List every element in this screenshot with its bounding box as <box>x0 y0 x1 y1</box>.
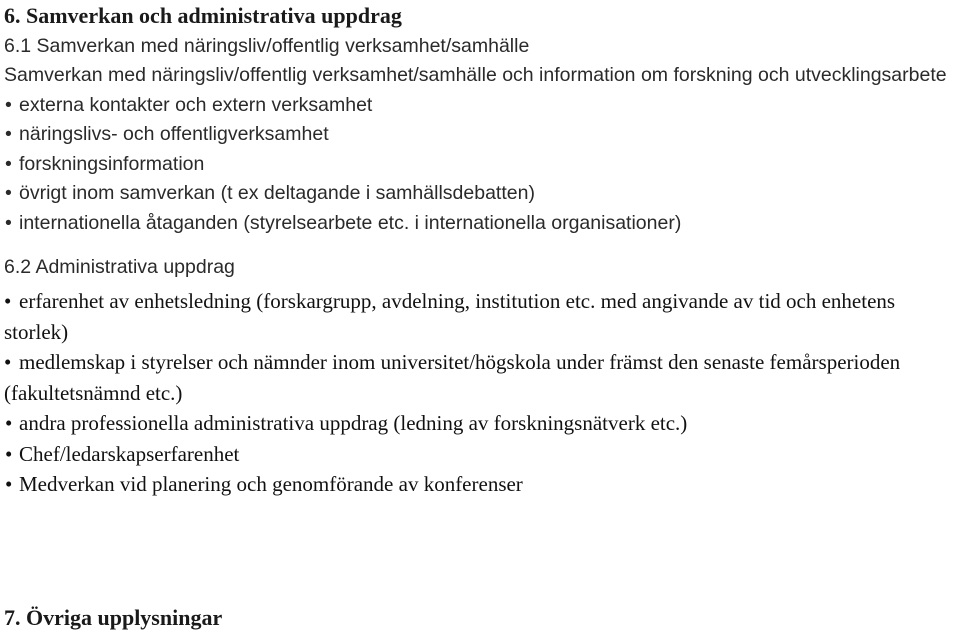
bullet-icon: • <box>5 472 13 496</box>
list-item: • andra professionella administrativa uppdrag (ledning av forskningsnätverk etc.) <box>4 408 958 439</box>
bullet-icon: • <box>5 182 12 204</box>
subsection-6-1-heading: 6.1 Samverkan med näringsliv/offentlig verksamhet/samhälle <box>4 35 530 57</box>
section-6-heading: 6. Samverkan och administrativa uppdrag <box>4 3 402 28</box>
list-item: • Medverkan vid planering och genomförande av konferenser <box>4 469 958 500</box>
list-item: • externa kontakter och extern verksamhet <box>4 91 958 121</box>
list-item: • medlemskap i styrelser och nämnder inom universitet/högskola under främst den senaste femårsperioden (fakultetsnämnd etc.) <box>4 347 958 408</box>
list-item: • övrigt inom samverkan (t ex deltagande i samhällsdebatten) <box>4 179 958 209</box>
list-item: • Chef/ledarskapserfarenhet <box>4 439 958 470</box>
bullet-icon: • <box>5 411 13 435</box>
list-item: • forskningsinformation <box>4 150 958 180</box>
bullet-icon: • <box>5 123 12 145</box>
bullet-icon: • <box>5 211 12 234</box>
document-page <box>4 0 958 500</box>
subsection-6-2-heading: 6.2 Administrativa uppdrag <box>4 256 235 278</box>
subsection-6-2-list <box>4 286 958 500</box>
subsection-6-1-list <box>4 91 958 239</box>
bullet-icon: • <box>4 289 12 313</box>
bullet-icon: • <box>5 152 12 175</box>
list-item: • näringslivs- och offentligverksamhet <box>4 120 958 150</box>
section-7-heading: 7. Övriga upplysningar <box>4 605 223 630</box>
subsection-6-1-intro: Samverkan med näringsliv/offentlig verksamhet/samhälle och information om forskning och utvecklingsarbete <box>4 64 947 86</box>
bullet-icon: • <box>5 93 12 116</box>
bullet-icon: • <box>4 350 12 374</box>
bullet-icon: • <box>5 441 13 466</box>
list-item: • internationella åtaganden (styrelsearbete etc. i internationella organisationer) <box>4 209 958 239</box>
list-item: • erfarenhet av enhetsledning (forskargrupp, avdelning, institution etc. med angivande av tid och enhetens storlek) <box>4 286 958 347</box>
